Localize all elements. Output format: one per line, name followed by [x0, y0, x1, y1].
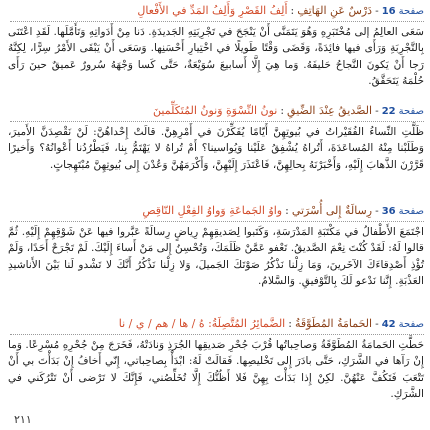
lesson-title: دَرْسٌ عَنِ الهَاتِفِ [297, 4, 373, 17]
separator: - [375, 6, 379, 17]
lesson-title: الحَمامَةُ المُطَوَّقَةُ [294, 317, 373, 330]
section-heading [8, 203, 424, 220]
lesson-section-16 [8, 3, 424, 90]
lesson-paragraph: ظَلَّتِ النِّساءُ الفُقَيْراتُ في بُيوتِهِنَّ أَيّامًا يُفَكِّرْنَ في أَمْرِهِنَّ. قالَتْ إِحْداهُنَّ: لَنْ نَقْصِدَنَّ الأَميرَ، وَطَلَبْنا مِنْهُ المُساعَدَةَ، أَتُراهُ يُشْفِقُ عَلَيْنا وَيُواسينا؟ أَمْ تُراهُ لا يَهْتَمُّ بِنا، فَيَطْرُدُنا أَعْوانُهُ؟ وَأَخيرًا قَرَّرْنَ الذَّهابَ إِلَيْهِ، وَأَخْبَرْنَهُ بِحالِهِنَّ، فَاعْتَذَرَ إِلَيْهِنَّ، وَأَكْرَمَهُنَّ وَعُدْنَ إِلى بُيوتِهِنَّ مُبْتَهِجاتٍ. [8, 126, 424, 171]
dotted-divider [10, 21, 424, 22]
lesson-paragraph: حَطَّتِ الحَمامَةُ المُطَوَّقَةُ وَصاحِباتُها قُرْبَ جُحْرِ صَديقِها الجُرَذِ وَنادَتْهُ، فَخَرَجَ مِنْ جُحْرِهِ مُسْرِعًا. وَما إِنْ رَآها في الشَّرَكِ، حَتَّى بادَرَ إِلى تَخْليصِها. فَقالَتْ لَهُ: ابْدَأْ بِصاحِباتي، إِنّي أَخافُ إِنْ بَدَأْتَ بي أَنْ تَتْعَبَ فَتَكُفَّ عَنْهُنَّ. لكِنْ إِذا بَدَأْتَ بِهِنَّ فَلا أَظُنُّكَ إِلَّا تُخَلِّصُني، فَإِنَّكَ لا تَرْضى أَنْ تَتْرُكَني في الشَّرَكِ. [8, 339, 424, 401]
dotted-divider [10, 221, 424, 222]
lesson-paragraph: سَعَى العالِمُ إلى مُخْتَبَرِهِ وَهُوَ يَتَمَنَّى أَنْ يَنْجَحَ في تَجْرِبَتِهِ الجَديدَةِ. دَنا مِنْ أَدَواتِهِ وَتَأَمَّلَها. لَقَدِ اعْتَنَى بِالتَّجْرِبَةِ وَرَأَى فيها فائِدَةً، وَقَضَى وَقْتًا طَويلًا في اخْتِيارِ أَحْسَنِها. وَسَعَى أَنْ يَبْقَى الأَمْرُ سِرًّا، لِكِنَّهُ رَجا أَنْ يَكونَ النَّجاحُ حَليفَهُ. وَما هِيَ إِلَّا أَسابيعَ سُوَيْعَةٌ، حَتَّى كَسا وَجْهَهُ سُرورٌ عَميقٌ حينَ رَأَى حُلْمَهُ يَتَحَقَّقُ. [8, 26, 424, 88]
lesson-title: الصَّديقُ عِنْدَ الضِّيقِ [287, 104, 373, 117]
page-label: صفحة [398, 206, 424, 217]
separator: : [288, 317, 292, 330]
section-heading [8, 316, 424, 333]
lesson-paragraph: اجْتَمَعَ الأَطْفالُ في مَكْتَبَةِ المَدْرَسَةِ، وَكَتَبوا لِصَديقِهِمْ رِياضٍ رِسالَةً عَبَّروا فيها عَنْ شَوْقِهِمْ إِلَيْهِ. ثُمَّ قالوا لَهُ: لَقَدْ كُنْتَ نِعْمَ الصَّديقُ. تَعْفو عَمَّنْ ظَلَمَكَ، وَتُحْسِنُ إِلى مَنْ أَساءَ إِلَيْكَ. لَمْ تَجْرَحْ أَحَدًا، وَلَمْ تُؤْذِ أَصْدِقاءَكَ الآخَرينَ، وَمَا زِلْنا نَذْكُرُ صَوْتَكَ الجَميلَ، وَلا زِلْنا نَذْكُرُ أَنَّكَ لا تَشْدو لَنا بَيْنَ الأَناشيدِ العَذْبَةِ. إِنَّنا نَدْعو لَكَ بِالتَّوْفيقِ. وَالسَّلامُ. [8, 226, 424, 288]
lesson-title: رِسالَةٌ إِلى أُسْرَتي [291, 204, 373, 217]
page-label: صفحة [398, 6, 424, 17]
lesson-subtitle: أَلِفُ القَصْرِ وَأَلِفُ المَدِّ في الأَفْعالِ [137, 4, 288, 17]
separator: - [375, 319, 379, 330]
lesson-section-42 [8, 316, 424, 403]
page-number: 42 [381, 319, 396, 330]
page-footer-number: ٢١١ [14, 413, 32, 426]
lesson-subtitle: الضَّمائِرُ المُتَّصِلَةُ: هُ / ها / هم / ي / نا [118, 317, 286, 330]
page-label: صفحة [398, 106, 424, 117]
page-number: 16 [381, 6, 396, 17]
page-number: 36 [381, 206, 396, 217]
lesson-section-22 [8, 103, 424, 173]
lesson-subtitle: نونُ النِّسْوَةِ وَنونُ المُتَكَلِّمينَ [153, 104, 278, 117]
separator: : [280, 104, 285, 117]
separator: - [375, 106, 379, 117]
section-heading [8, 3, 424, 20]
lesson-subtitle: واوُ الجَماعَةِ وَواوُ الفِعْلِ النّاقِصِ [142, 204, 283, 217]
separator: : [285, 204, 289, 217]
page-number: 22 [381, 106, 396, 117]
separator: : [290, 4, 295, 17]
dotted-divider [10, 121, 424, 122]
lesson-section-36 [8, 203, 424, 290]
separator: - [375, 206, 379, 217]
section-heading [8, 103, 424, 120]
page-label: صفحة [398, 319, 424, 330]
dotted-divider [10, 334, 424, 335]
